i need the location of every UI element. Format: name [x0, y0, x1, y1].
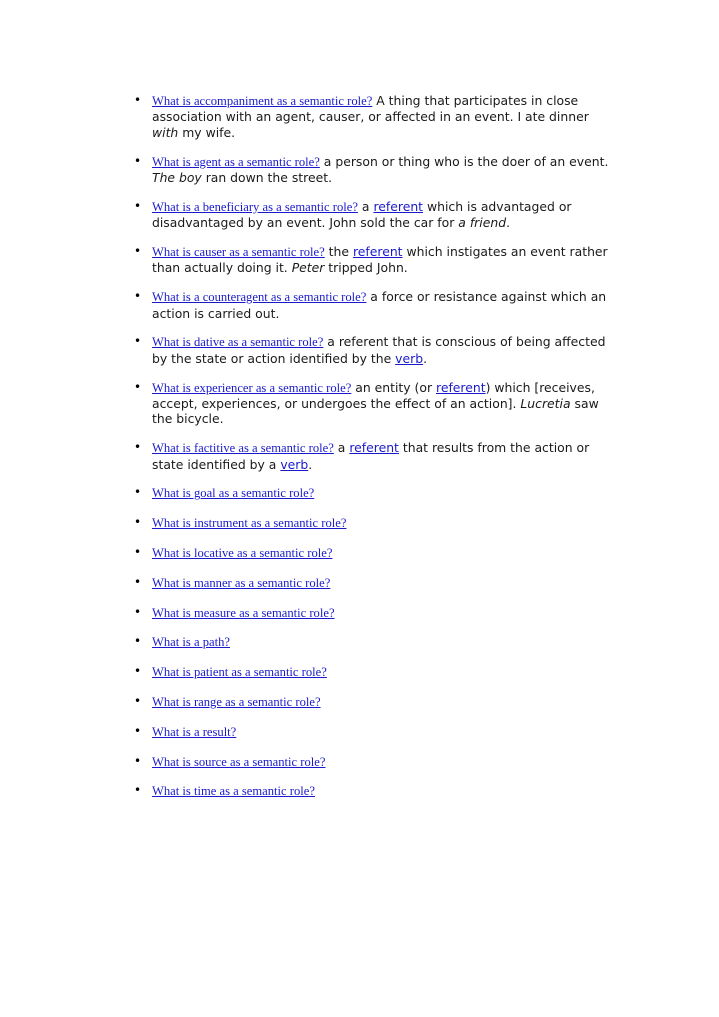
question-link[interactable]: What is instrument as a semantic role? [152, 516, 347, 531]
definition-text: a referent that is conscious of being affected by the state or action identified by the [152, 334, 606, 366]
bullet-icon: • [134, 244, 142, 259]
definition-text: ) which [receives, accept, experiences, or undergoes the effect of an action]. [152, 379, 595, 412]
list-item [134, 289, 617, 321]
bullet-icon: • [134, 440, 142, 455]
example-emphasis: Lucretia [520, 396, 571, 412]
bullet-icon: • [134, 515, 142, 530]
bullet-icon: • [134, 379, 142, 394]
question-link[interactable]: What is time as a semantic role? [152, 784, 315, 799]
definition-text: my wife. [178, 124, 236, 140]
list-item [134, 153, 617, 186]
example-emphasis: Peter [291, 260, 325, 276]
definition-text: saw the bicycle. [152, 396, 599, 427]
definition-text: an entity (or [351, 379, 436, 395]
bullet-icon: • [134, 545, 142, 560]
term-link[interactable]: verb [280, 456, 309, 472]
bullet-icon: • [134, 198, 142, 213]
bullet-icon: • [134, 604, 142, 619]
example-emphasis: with [152, 124, 179, 140]
question-link[interactable]: What is goal as a semantic role? [152, 486, 315, 501]
bullet-icon: • [134, 634, 142, 649]
list-item [134, 198, 617, 231]
list-item [134, 574, 617, 591]
definition-text: ran down the street. [201, 170, 333, 186]
question-link[interactable]: What is locative as a semantic role? [152, 546, 333, 561]
bullet-icon: • [134, 153, 142, 168]
bullet-icon: • [134, 723, 142, 738]
definition-text: a [333, 440, 350, 456]
term-link[interactable]: referent [436, 379, 486, 395]
list-item [134, 93, 617, 140]
definition-text: A thing that participates in close association with an agent, causer, or affected in an event. I ate dinner [152, 93, 589, 125]
example-emphasis: a friend [458, 215, 507, 231]
question-link[interactable]: What is a result? [152, 724, 237, 739]
question-link[interactable]: What is a path? [152, 635, 230, 650]
definition-text: . [308, 456, 313, 472]
question-link[interactable]: What is experiencer as a semantic role? [152, 380, 352, 395]
question-link[interactable]: What is range as a semantic role? [152, 695, 321, 710]
bullet-icon: • [134, 93, 142, 107]
list-item [134, 545, 617, 561]
example-emphasis: The boy [152, 170, 202, 186]
list-item [134, 379, 617, 427]
list-item [134, 334, 617, 366]
list-item [134, 723, 617, 740]
question-link[interactable]: What is dative as a semantic role? [152, 335, 324, 350]
question-link[interactable]: What is agent as a semantic role? [152, 154, 320, 169]
list-item [134, 694, 617, 710]
bullet-icon: • [134, 664, 142, 679]
term-link[interactable]: referent [373, 198, 424, 214]
definition-text: a person or thing who is the doer of an event. [319, 153, 609, 169]
definition-text: . [423, 350, 428, 366]
definition-text: . [506, 215, 511, 231]
question-link[interactable]: What is measure as a semantic role? [152, 605, 335, 620]
question-link[interactable]: What is accompaniment as a semantic role? [152, 94, 373, 108]
bullet-icon: • [134, 694, 142, 709]
definition-text: the [324, 244, 353, 260]
list-item [134, 515, 617, 531]
bullet-icon: • [134, 753, 142, 768]
question-link[interactable]: What is factitive as a semantic role? [152, 441, 334, 456]
term-link[interactable]: referent [352, 244, 403, 260]
bullet-icon: • [134, 574, 142, 589]
list-item [134, 485, 617, 501]
question-link[interactable]: What is manner as a semantic role? [152, 575, 331, 590]
definition-text: which is advantaged or disadvantaged by an event. John sold the car for [152, 198, 572, 231]
definition-text: a force or resistance against which an action is carried out. [152, 289, 607, 321]
bullet-icon: • [134, 289, 142, 304]
definition-text: a [357, 198, 374, 214]
definition-text: which instigates an event rather than actually doing it. [152, 244, 608, 276]
list-item [134, 753, 617, 770]
bullet-icon: • [134, 334, 142, 349]
term-link[interactable]: referent [349, 440, 399, 456]
definition-text: that results from the action or state identified by a [152, 440, 590, 472]
bullet-icon: • [134, 485, 142, 500]
definition-text: tripped John. [324, 260, 408, 276]
list-item [134, 783, 617, 799]
question-link[interactable]: What is causer as a semantic role? [152, 245, 325, 260]
question-link[interactable]: What is a counteragent as a semantic role? [152, 290, 367, 305]
list-item [134, 664, 617, 680]
list-item [134, 604, 617, 621]
bullet-icon: • [134, 783, 142, 798]
term-link[interactable]: verb [395, 350, 424, 366]
question-link[interactable]: What is patient as a semantic role? [152, 665, 327, 680]
question-link[interactable]: What is source as a semantic role? [152, 754, 326, 769]
list-item [134, 440, 617, 472]
list-item [134, 634, 617, 650]
question-link[interactable]: What is a beneficiary as a semantic role? [152, 199, 358, 214]
list-item [134, 244, 617, 276]
semantic-role-list [134, 93, 617, 800]
